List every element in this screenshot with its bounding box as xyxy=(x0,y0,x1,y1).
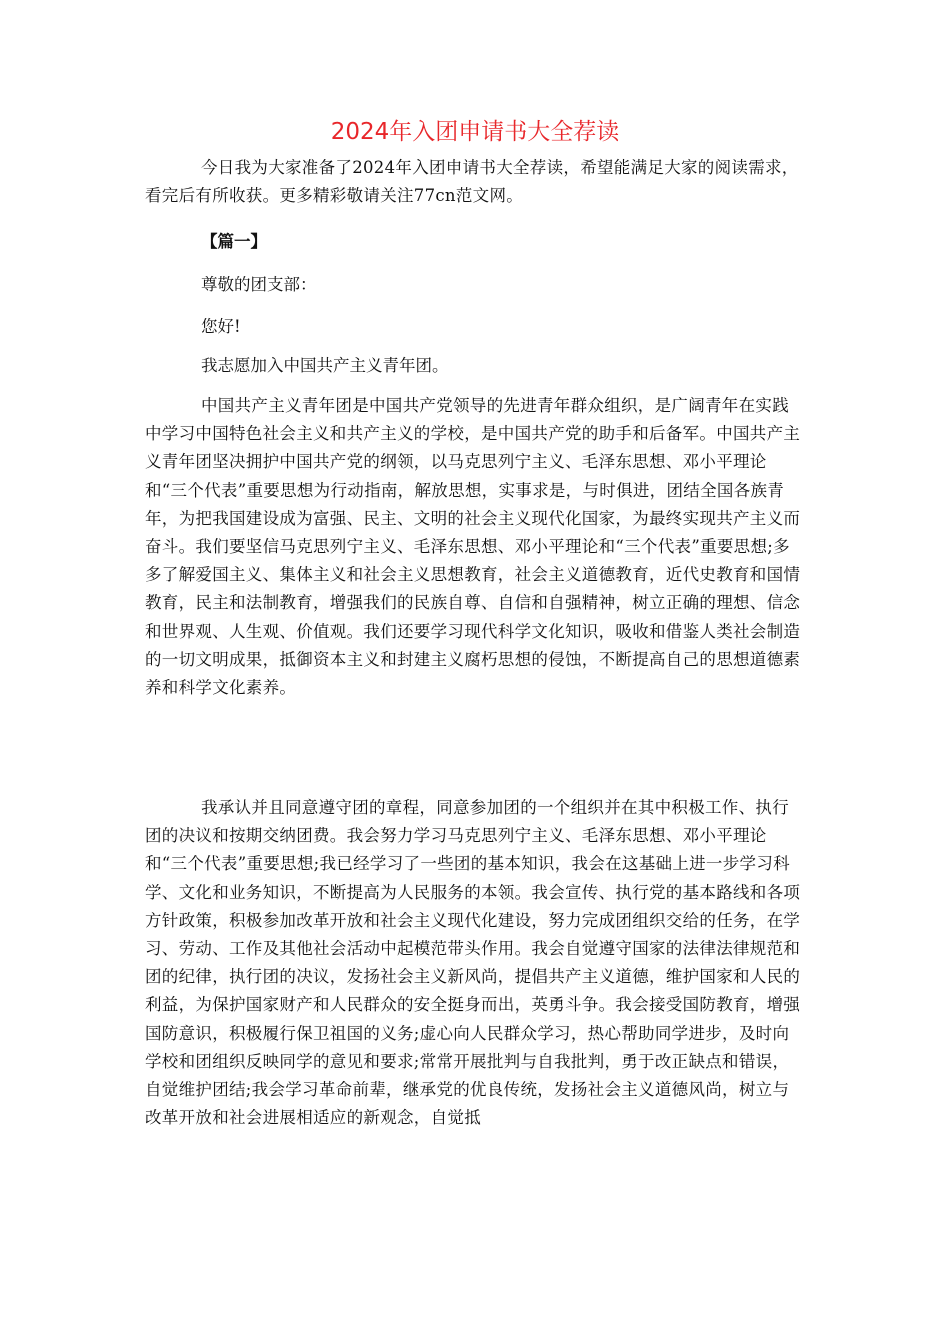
document-title: 2024年入团申请书大全荐读 xyxy=(330,119,620,145)
intro-paragraph: 今日我为大家准备了2024年入团申请书大全荐读，希望能满足大家的阅读需求，看完后有所收获。更多精彩敬请关注77cn范文网。 xyxy=(145,158,799,206)
body-paragraph-1: 中国共产主义青年团是中国共产党领导的先进青年群众组织，是广阔青年在实践中学习中国特色社会主义和共产主义的学校，是中国共产党的助手和后备军。中国共产主义青年团坚决拥护中国共产党的纲领，以马克思列宁主义、毛泽东思想、邓小平理论和“三个代表”重要思想为行动指南，解放思想，实事求是，与时俱进，团结全国各族青年，为把我国建设成为富强、民主、文明的社会主义现代化国家，为最终实现共产主义而奋斗。我们要坚信马克思列宁主义、毛泽东思想、邓小平理论和“三个代表”重要思想;多多了解爱国主义、集体主义和社会主义思想教育，社会主义道德教育，近代史教育和国情教育，民主和法制教育，增强我们的民族自尊、自信和自强精神，树立正确的理想、信念和世界观、人生观、价值观。我们还要学习现代科学文化知识，吸收和借鉴人类社会制造的一切文明成果，抵御资本主义和封建主义腐朽思想的侵蚀，不断提高自己的思想道德素养和科学文化素养。 xyxy=(145,396,801,698)
greeting: 您好! xyxy=(201,317,241,336)
statement: 我志愿加入中国共产主义青年团。 xyxy=(201,356,449,375)
body-paragraph-2: 我承认并且同意遵守团的章程，同意参加团的一个组织并在其中积极工作、执行团的决议和按期交纳团费。我会努力学习马克思列宁主义、毛泽东思想、邓小平理论和“三个代表”重要思想;我已经学习了一些团的基本知识，我会在这基础上进一步学习科学、文化和业务知识，不断提高为人民服务的本领。我会宣传、执行党的基本路线和各项方针政策，积极参加改革开放和社会主义现代化建设，努力完成团组织交给的任务，在学习、劳动、工作及其他社会活动中起模范带头作用。我会自觉遵守国家的法律法律规范和团的纪律，执行团的决议，发扬社会主义新风尚，提倡共产主义道德，维护国家和人民的利益，为保护国家财产和人民群众的安全挺身而出，英勇斗争。我会接受国防教育，增强国防意识，积极履行保卫祖国的义务;虚心向人民群众学习，热心帮助同学进步，及时向学校和团组织反映同学的意见和要求;常常开展批判与自我批判，勇于改正缺点和错误，自觉维护团结;我会学习革命前辈，继承党的优良传统，发扬社会主义道德风尚，树立与改革开放和社会进展相适应的新观念，自觉抵 xyxy=(145,798,801,1128)
section-heading: 【篇一】 xyxy=(201,232,267,251)
salutation: 尊敬的团支部： xyxy=(201,275,317,294)
